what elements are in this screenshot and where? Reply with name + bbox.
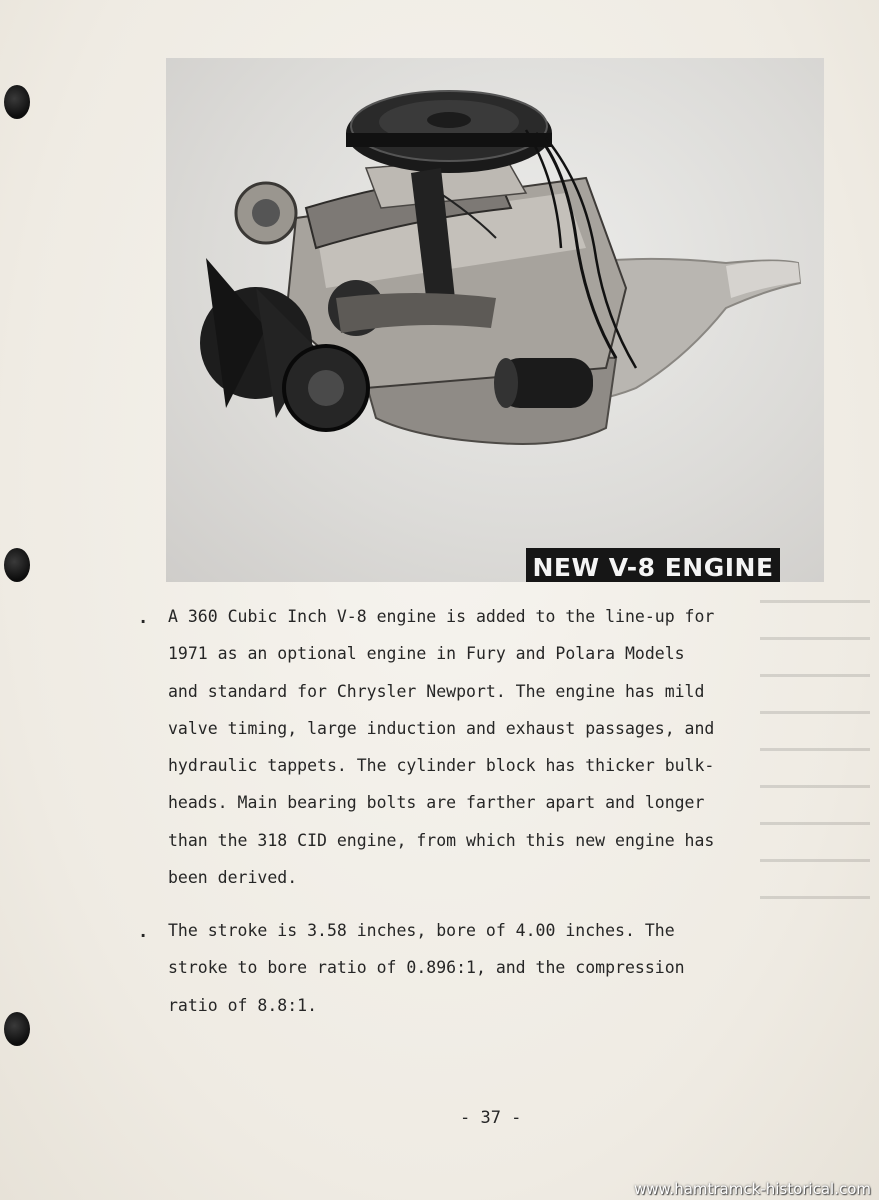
paragraph-stroke-bore: The stroke is 3.58 inches, bore of 4.00 inches. The stroke to bore ratio of 0.896:1, and the compression ratio of 8.8:1. bbox=[168, 921, 685, 1015]
binder-hole bbox=[4, 1012, 30, 1046]
bullet-marker: . bbox=[138, 608, 149, 628]
engine-photo bbox=[166, 58, 824, 582]
watermark: www.hamtramck-historical.com bbox=[634, 1180, 871, 1198]
page-number: - 37 - bbox=[460, 1108, 522, 1128]
photo-caption: NEW V-8 ENGINE bbox=[526, 548, 780, 582]
binder-hole bbox=[4, 85, 30, 119]
paragraph-engine-intro: A 360 Cubic Inch V-8 engine is added to the line-up for 1971 as an optional engine in Fury and Polara Models and standard for Chrysler Newport. The engine has mild valve timing, large induction and exhaust passages, and hydraulic tappets. The cylinder block has thicker bulk- heads. Main bearing bolts are farther apart and longer than the 318 CID engine, from which this new engine has been derived. bbox=[168, 607, 715, 888]
bullet-marker: . bbox=[138, 922, 149, 942]
engine-illustration bbox=[166, 58, 824, 582]
binder-hole bbox=[4, 548, 30, 582]
